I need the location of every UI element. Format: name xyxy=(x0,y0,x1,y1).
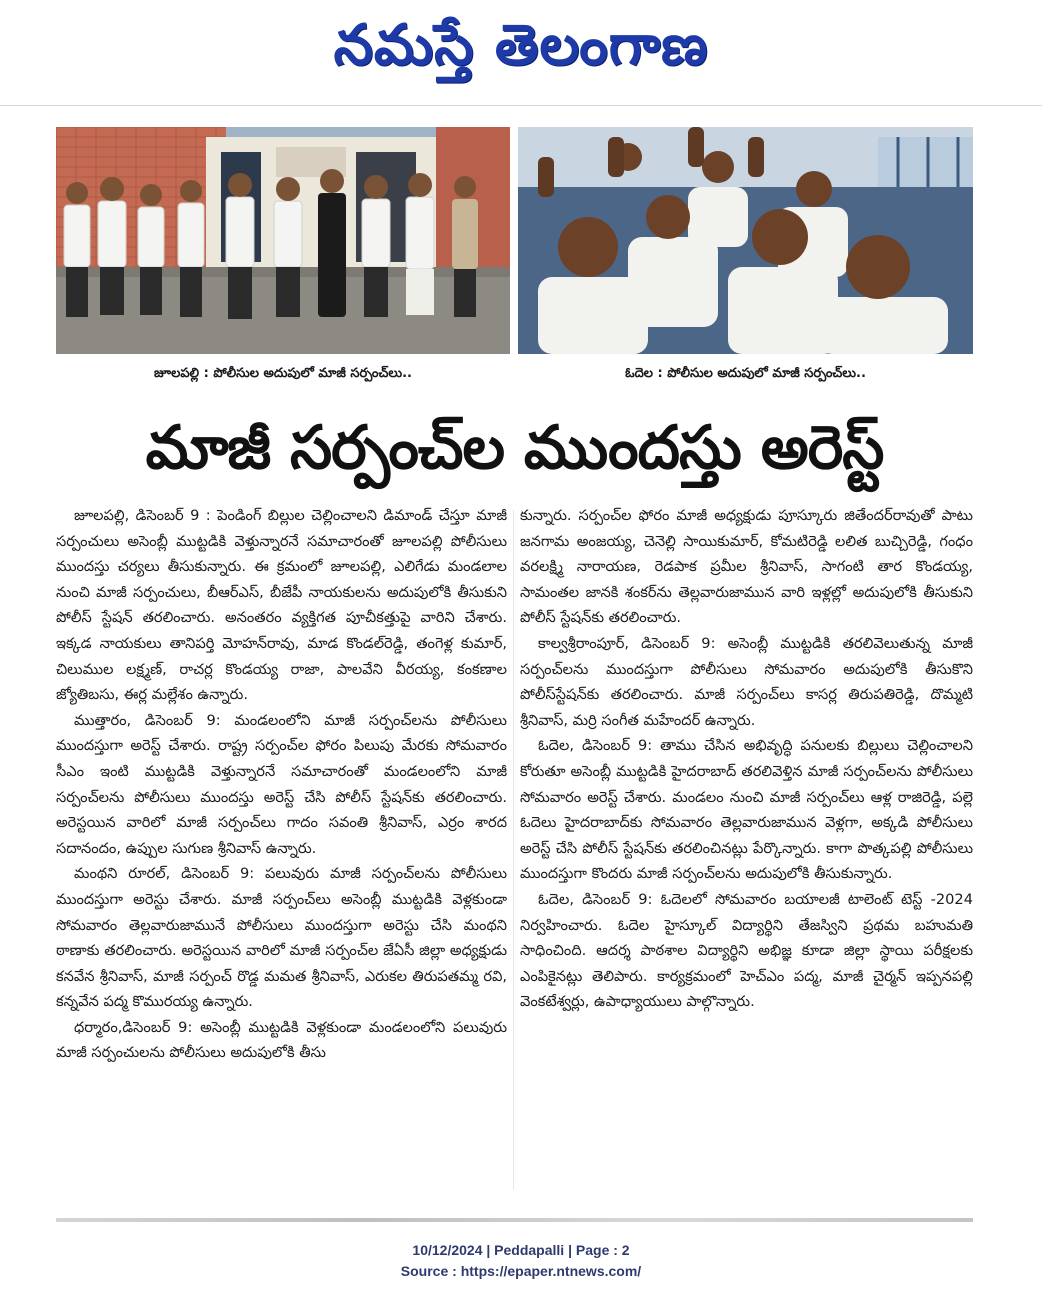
article-paragraph: ముత్తారం, డిసెంబర్‌ 9: మండలంలోని మాజీ సర్పంచ్‌లను పోలీసులు ముందస్తుగా అరెస్ట్‌ చేశారు. రాష్ట్ర సర్పంచ్‌ల ఫోరం పిలుపు మేరకు సోమవారం సీఎం ఇంటి ముట్టడికి వెళ్తున్నారనే సమాచారంతో మండలంలోని మాజీ సర్పంచ్‌లను పోలీసులు ముందస్తు అరెస్ట్‌ చేసి పోలీస్‌ స్టేషన్‌కు తరలించారు. అరెస్టయిన వారిలో మాజీ సర్పంచ్‌లు గాదం సవంతి శ్రీనివాస్‌, ఎర్రం శారద సదానందం, ఉప్పుల సుగుణ శ్రీనివాస్‌ ఉన్నారు. xyxy=(56,711,507,857)
photo-caption-right: ఓదెల : పోలీసుల అదుపులో మాజీ సర్పంచ్‌లు.. xyxy=(625,366,866,381)
footer-date-line: 10/12/2024 | Peddapalli | Page : 2 xyxy=(412,1242,630,1258)
article-column-right xyxy=(520,503,973,1203)
next-article-strip xyxy=(56,1218,973,1222)
footer-source-line: Source : https://epaper.ntnews.com/ xyxy=(400,1263,642,1279)
photo-left xyxy=(56,127,510,354)
column-divider xyxy=(513,510,514,1190)
article-paragraph: కాల్వశ్రీరాంపూర్‌, డిసెంబర్‌ 9: అసెంబ్లీ ముట్టడికి తరలివెలుతున్న మాజీ సర్పంచ్‌లను ముందస్తుగా పోలీసులు సోమవారం అదుపులోకి తీసుకొని పోలీస్‌స్టేషన్‌కు తరలించారు. మాజీ సర్పంచ్‌లు కాసర్ల తిరుపతిరెడ్డి, దొమ్మటి శ్రీనివాస్‌, మర్రి సంగీత మహేందర్‌ ఉన్నారు. xyxy=(520,634,973,729)
masthead-divider xyxy=(0,105,1042,106)
headline: మాజీ సర్పంచ్‌ల ముందస్తు అరెస్ట్‌ xyxy=(145,413,884,483)
article-paragraph: ఓదెల, డిసెంబర్‌ 9: తాము చేసిన అభివృద్ధి పనులకు బిల్లులు చెల్లించాలని కోరుతూ అసెంబ్లీ ముట్టడికి హైదరాబాద్‌ తరలివెళ్తిన మాజీ సర్పంచ్‌లను పోలీసులు సోమవారం అరెస్ట్‌ చేశారు. మండలం నుంచి మాజీ సర్పంచ్‌లు ఆళ్ల రాజిరెడ్డి, పల్లె ఓదెలు హైదరాబాద్‌కు సోమవారం తెల్లవారుజామున వెళ్లగా, అక్కడి పోలీసులు అరెస్ట్‌ చేసి పోలీస్‌ స్టేషన్‌కు తరలించినట్లు పేర్కొన్నారు. కాగా పొత్కపల్లి పోలీసులు ముందస్తుగా కొందరు మాజీ సర్పంచ్‌లను అదుపులోకి తీసుకున్నారు. xyxy=(520,737,973,883)
article-paragraph: ఓదెల, డిసెంబర్‌ 9: ఓదెలలో సోమవారం బయాలజీ టాలెంట్‌ టెస్ట్‌ -2024 నిర్వహించారు. ఓదెల హైస్కూల్‌ విద్యార్థిని తేజస్విని ప్రథమ బహుమతి సాధించింది. ఆదర్శ పాఠశాల విద్యార్థిని అభిజ్ఞ కూడా జిల్లా స్థాయి పరీక్షలకు ఎంపికైనట్లు తెలిపారు. కార్యక్రమంలో హెచ్‌ఎం పద్మ, మాజీ చైర్మన్‌ ఇప్పనపల్లి వెంకటేశ్వర్లు, ఉపాధ్యాయులు పాల్గొన్నారు. xyxy=(520,890,973,1011)
masthead xyxy=(0,0,1042,100)
group-photo-icon xyxy=(56,127,510,354)
bus-photo-icon xyxy=(518,127,973,354)
article-paragraph: ధర్మారం,డిసెంబర్‌ 9: అసెంబ్లీ ముట్టడికి వెళ్లకుండా మండలంలోని పలువురు మాజీ సర్పంచులను పోలీసులు అదుపులోకి తీసు xyxy=(56,1018,507,1062)
article-paragraph: మంథని రూరల్‌, డిసెంబర్‌ 9: పలువురు మాజీ సర్పంచ్‌లను పోలీసులు ముందస్తుగా అరెస్టు చేశారు. మాజీ సర్పంచ్‌లు అసెంబ్లీ ముట్టడికి వెళ్లకుండా సోమవారం తెల్లవారుజామునే పోలీసులు ముందస్తుగా అరెస్టు చేసి మంథని ఠాణాకు తరలించారు. అరెస్టయిన వారిలో మాజీ సర్పంచ్‌ల జేఏసీ జిల్లా అధ్యక్షుడు కనవేన శ్రీనివాస్‌, మాజీ సర్పంచ్‌ రొడ్డ మమత శ్రీనివాస్‌, ఎరుకల తిరుపతమ్మ రవి, కన్నవేన పద్మ కొమురయ్య ఉన్నారు. xyxy=(56,865,507,1011)
photo-right xyxy=(518,127,973,354)
newspaper-logo: నమస్తే తెలంగాణ xyxy=(333,13,709,78)
article-paragraph: కున్నారు. సర్పంచ్‌ల ఫోరం మాజీ అధ్యక్షుడు పూస్కూరు జితేందర్‌రావుతో పాటు జనగామ అంజయ్య, చెనెల్లి సాయికుమార్‌, కోమటిరెడ్డి లలిత బుచ్చిరెడ్డి, గంధం వరలక్ష్మి నారాయణ, రెడపాక ప్రమీల శ్రీనివాస్‌, సాగంటి తార కొండయ్య, సామంతల జానకి శంకర్‌ను తెల్లవారుజామున వారి ఇళ్లల్లో అదుపులోకి తీసుకుని పోలీస్‌ స్టేషన్‌కు తరలించారు. xyxy=(520,507,973,627)
photo-caption-left: జూలపల్లి : పోలీసుల అదుపులో మాజీ సర్పంచ్‌లు.. xyxy=(154,366,412,381)
article-paragraph: జూలపల్లి, డిసెంబర్‌ 9 : పెండింగ్‌ బిల్లుల చెల్లించాలని డిమాండ్‌ చేస్తూ మాజీ సర్పంచులు అసెంబ్లీ ముట్టడికి వెళ్తున్నారనే సమాచారంతో జూలపల్లి పోలీసులు ముందస్తు చర్యలు తీసుకున్నారు. ఈ క్రమంలో జూలపల్లి, ఎలిగేడు మండలాల నుంచి మాజీ సర్పంచులు, బీఆర్‌ఎస్‌, బీజేపీ నాయకులను అదుపులోకి తీసుకుని పోలీస్‌ స్టేషన్‌ తరలించారు. అనంతరం వ్యక్తిగత పూచీకత్తుపై వారిని చేశారు. ఇక్కడ నాయకులు తానిపర్తి మోహన్‌రావు, మాడ కొండల్‌రెడ్డి, తంగెళ్ల కుమార్‌, చిలుముల లక్ష్మణ్‌, రాచర్ల కొండయ్య రాజా, పాలవేని వీరయ్య, కంకణాల జ్యోతిబసు, ఈర్ల మల్లేశం ఉన్నారు. xyxy=(56,507,507,704)
article-column-left xyxy=(56,503,507,1203)
